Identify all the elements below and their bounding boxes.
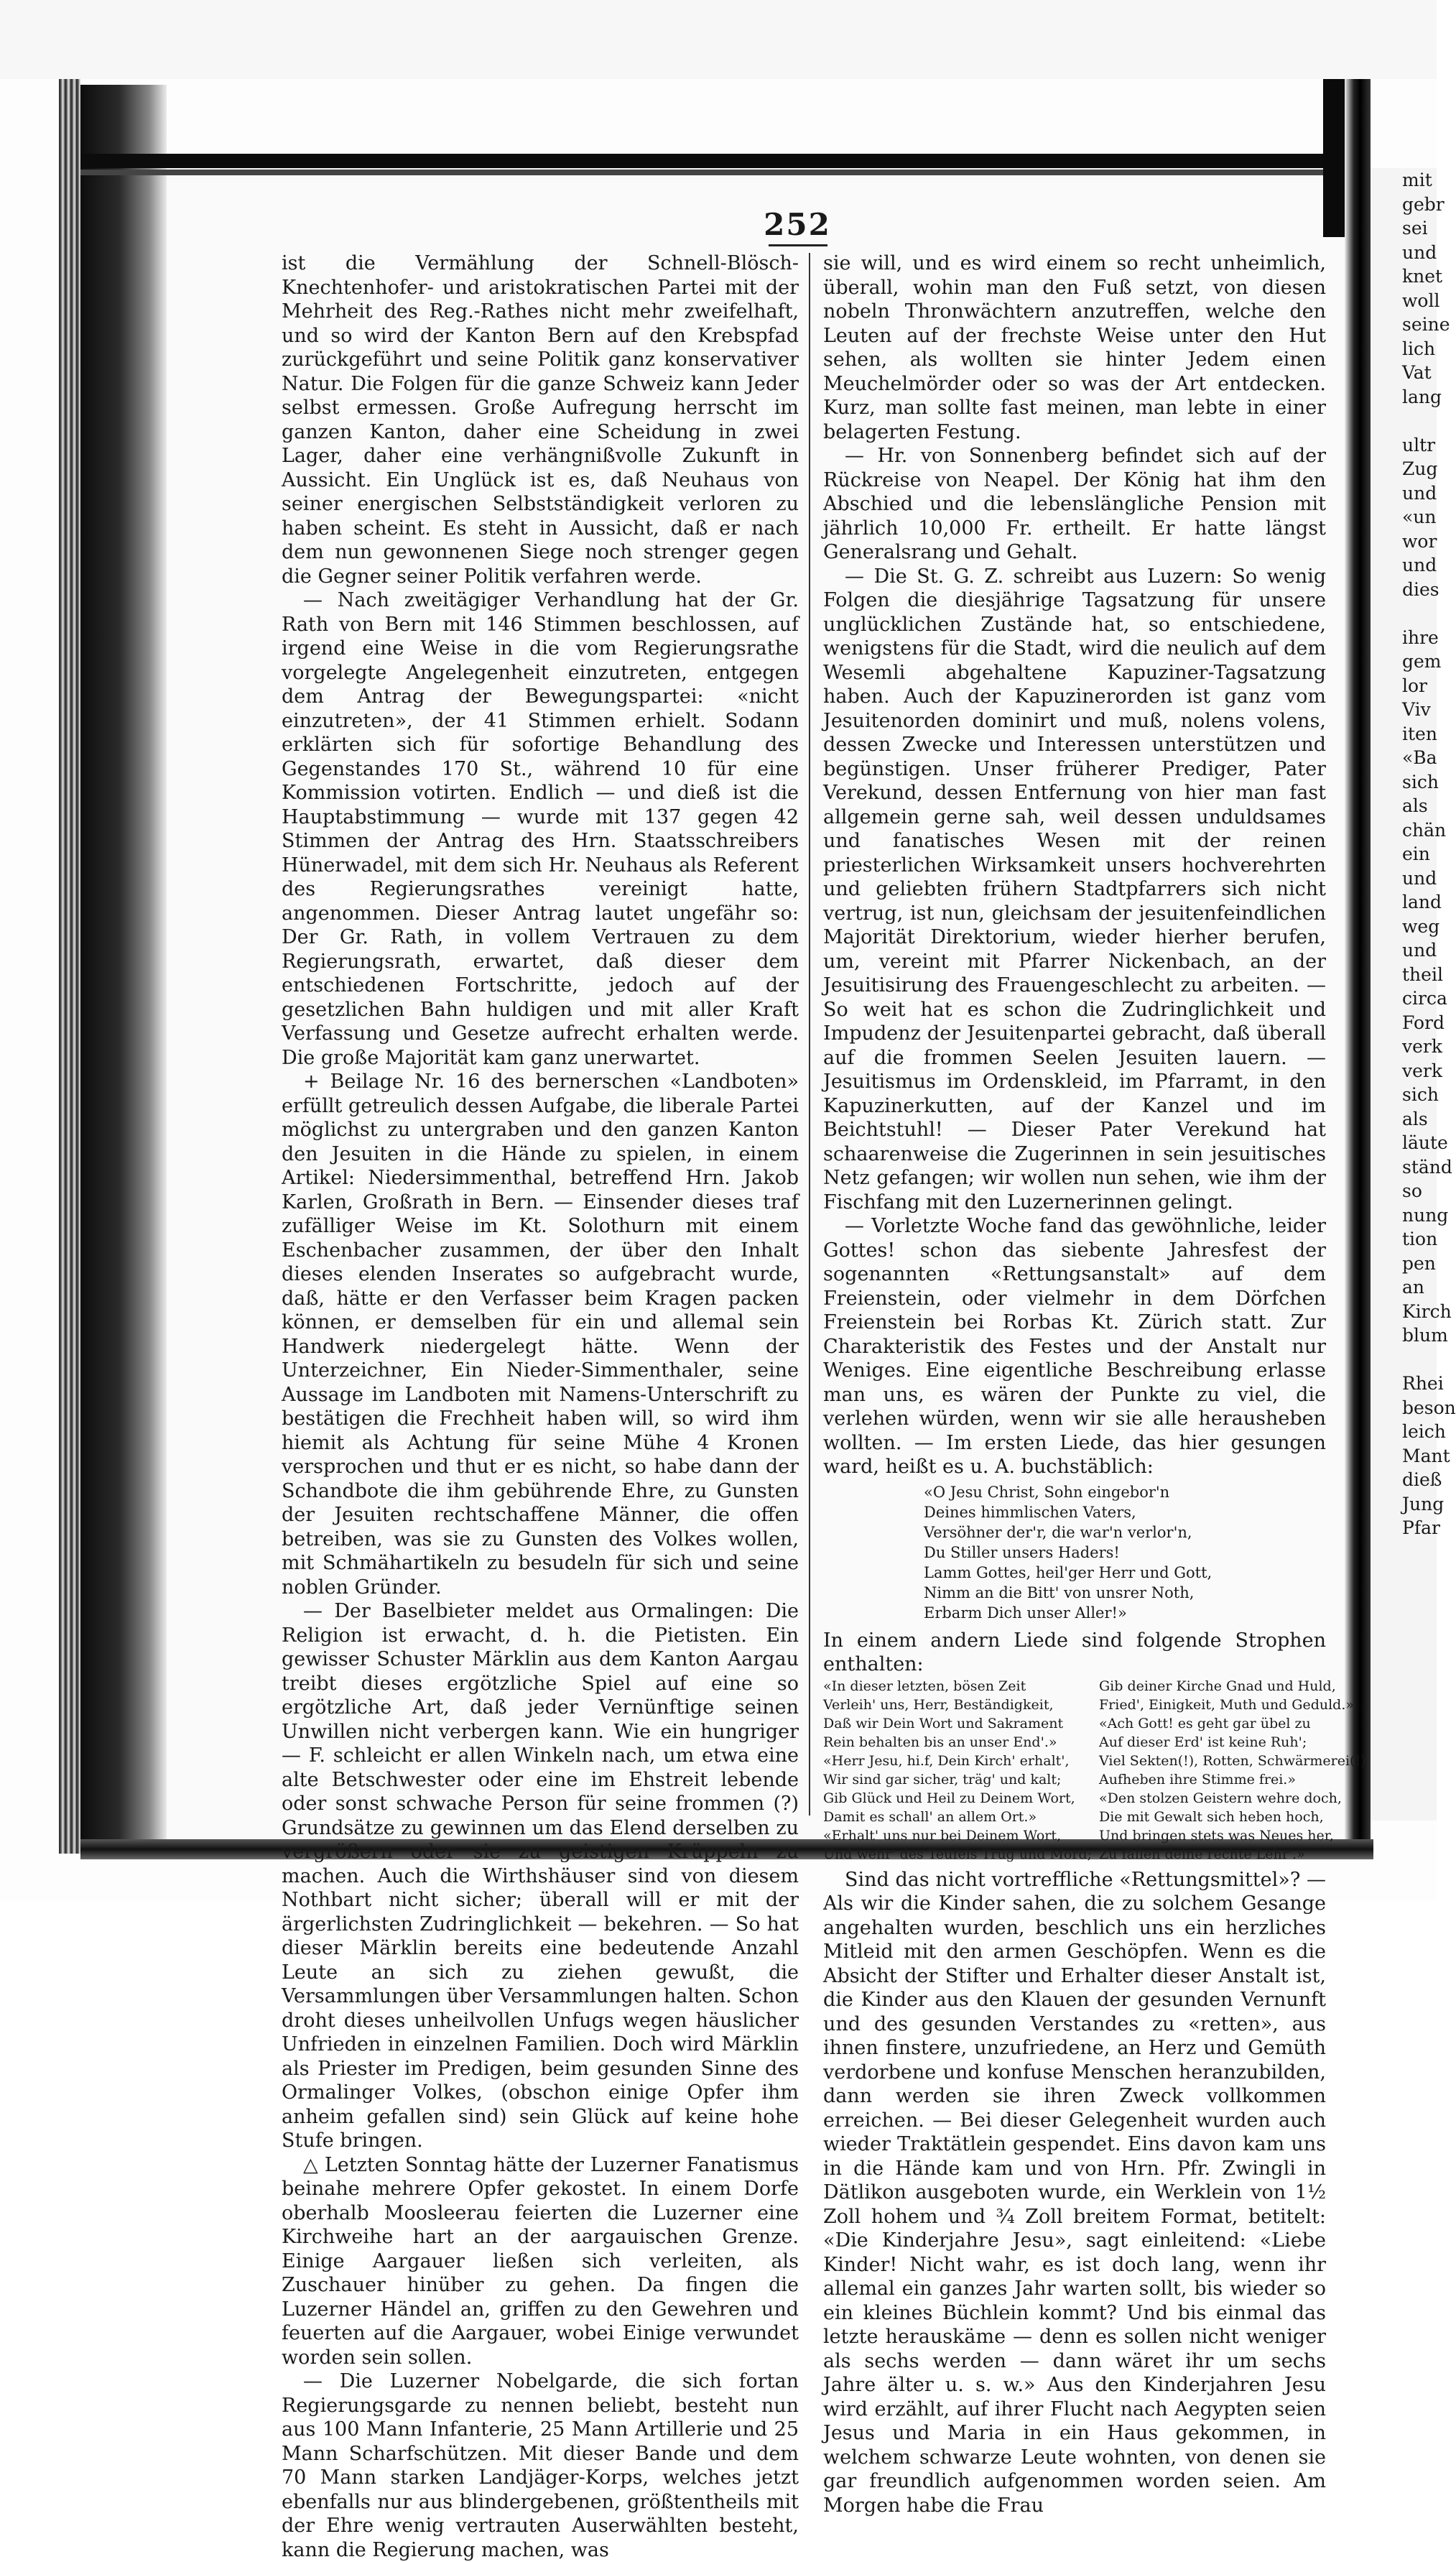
next-page-line (1371, 601, 1437, 626)
next-page-line: und (1402, 940, 1437, 961)
next-page-line: seine (1402, 314, 1450, 335)
next-page-line (1371, 409, 1437, 433)
next-page-line: Viv (1402, 699, 1431, 720)
article-paragraph: Sind das nicht vortreffliche «Rettungsmittel»? — Als wir die Kinder sahen, die zu solchem Gesange angehalten wurden, beschlich uns ein herzliches Mitleid mit den armen Geschöpfen. Wenn es die Absicht der Stifter und Erhalter dieser Anstalt ist, die Kinder aus den Klauen der gesunden Vernunft und des gesunden Verstandes zu «retten», aus ihnen finstere, unzufriedene, an Herz und Gemüth verdorbene und konfuse Menschen heranzubilden, dann werden sie ihren Zweck vollkommen erreichen. — Bei dieser Gelegenheit wurden auch wieder Traktätlein gespendet. Eins davon kam uns in die Hände kam und von Hrn. Pfr. Zwingli in Dätlikon ausgeboten wurde, ein Werklein von 1½ Zoll hohem und ¾ Zoll breitem Format, betitelt: «Die Kinderjahre Jesu», sagt einleitend: «Liebe Kinder! Nicht wahr, es ist doch lang, wenn ihr allemal ein ganzes Jahr warten sollt, bis wieder so ein kleines Büchlein kommt? Und bis einmal das letzte herauskäme — denn es sollen nicht weniger als sechs werden — dann wäret ihr um sechs Jahre älter u. s. w.» Aus den Kinderjahren Jesu wird erzählt, auf ihrer Flucht nach Aegypten seien Jesus und Maria in ein Haus gekommen, in welchem schwarze Leute wohnten, von denen sie gar freundlich aufgenommen worden seien. Am Morgen habe die Frau (823, 1868, 1326, 2517)
strophes-block (823, 1677, 1366, 1864)
next-page-line: verk (1402, 1036, 1443, 1057)
strophe-line-left: Gib Glück und Heil zu Deinem Wort, (823, 1790, 1075, 1806)
article-paragraph: + Beilage Nr. 16 des bernerschen «Landboten» erfüllt getreulich dessen Aufgabe, die liberale Partei möglichst zu untergraben und den ganzen Kanton den Jesuiten in die Hände zu spielen, in einem Artikel: Niedersimmenthal, betreffend Hrn. Jakob Karlen, Großrath in Bern. — Einsender dieses traf zufälliger Weise im Kt. Solothurn mit einem Eschenbacher zusammen, der über den Inhalt dieses elenden Inserates so aufgebracht wurde, daß, hätte er den Verfasser beim Kragen packen können, er demselben für ein und allemal sein Handwerk niedergelegt hätte. Wenn der Unterzeichner, Ein Nieder-Simmenthaler, seine Aussage im Landboten mit Namens-Unterschrift zu bestätigen die Frechheit haben will, so wird ihm hiemit als Achtung für seine Mühe 4 Kronen versprochen und thut er es nicht, so habe dann der Schandbote die ihm gebührende Ehre, zu Gunsten der Jesuiten rechtschaffene Männer, die offen betreiben, was sie zu Gunsten des Volkes wollen, mit Schmähartikeln zu besudeln für sich und seine noblen Gründer. (282, 1070, 799, 1599)
next-page-line: ein (1402, 843, 1430, 864)
next-page-line: an (1402, 1277, 1425, 1298)
next-page-line: Ford (1402, 1012, 1445, 1033)
scan-top-margin (0, 0, 1437, 79)
article-paragraph: sie will, und es wird einem so recht unheimlich, überall, wohin man den Fuß setzt, von diesen nobeln Thronwächtern anzutreffen, welche den Leuten auf der frechste Weise unter den Hut sehen, als wollten sie hinter Jedem einen Meuchelmörder oder so was der Art entdecken. Kurz, man sollte fast meinen, man lebte in einer belagerten Festung. (823, 252, 1326, 443)
next-page-line: iten (1402, 723, 1437, 744)
strophes-intro: In einem andern Liede sind folgende Strophen enthalten: (823, 1629, 1326, 1675)
column-divider (809, 253, 810, 1816)
hymn-quote (924, 1482, 1326, 1623)
book-gutter (1345, 79, 1371, 1859)
article-paragraph: — Nach zweitägiger Verhandlung hat der Gr. Rath von Bern mit 146 Stimmen beschlossen, auf irgend eine Weise in die vom Regierungsrathe vorgelegte Angelegenheit einzutreten, entgegen dem Antrag der Bewegungspartei: «nicht einzutreten», der 41 Stimmen erhielt. Sodann erklärten sich für sofortige Behandlung des Gegenstandes 170 St., während 10 für eine Kommission votirten. Endlich — und dieß ist die Hauptabstimmung — wurde mit 137 gegen 42 Stimmen der Antrag des Hrn. Staatsschreibers Hünerwadel, mit dem sich Hr. Neuhaus als Referent des Regierungsrathes vereinigt hatte, angenommen. Dieser Antrag lautet ungefähr so: Der Gr. Rath, in vollem Vertrauen zu dem Regierungsrath, erwartet, daß dieser dem entschiedenen Fortschritte, jedoch auf der gesetzlichen Bahn huldigen und mit aller Kraft Verfassung und Gesetze aufrecht erhalten werde. Die große Majorität kam ganz unerwartet. (282, 589, 799, 1069)
next-page-line: und (1402, 867, 1437, 889)
next-page-line: und (1402, 241, 1437, 263)
next-page-line: Mant (1402, 1445, 1450, 1466)
next-page-line: lang (1402, 386, 1442, 407)
article-paragraph: — Hr. von Sonnenberg befindet sich auf der Rückreise von Neapel. Der König hat ihm den Abschied und die lebenslängliche Pension mit jährlich 10,000 Fr. ertheilt. Er hatte längst Generalsrang und Gehalt. (823, 445, 1326, 563)
next-page-line: «Ba (1402, 747, 1437, 768)
next-page-line: und (1402, 555, 1437, 575)
next-page-line: circa (1402, 988, 1447, 1009)
strophe-line-right: Viel Sekten(!), Rotten, Schwärmerei(!) (1098, 1752, 1366, 1769)
strophe-line-left: Wir sind gar sicher, träg' und kalt; (823, 1771, 1062, 1788)
next-page-line: leich (1402, 1421, 1446, 1442)
next-page-line: Jung (1402, 1493, 1445, 1514)
next-page-line: dieß (1402, 1469, 1442, 1490)
page-number-rule (769, 244, 827, 246)
right-column (823, 251, 1366, 2517)
strophe-line-right: Fried', Einigkeit, Muth und Geduld.» (1098, 1696, 1355, 1713)
next-page-line: beson (1402, 1397, 1456, 1418)
strophe-line-left: Und wehr' des Teufels Trug und Mord; (823, 1846, 1092, 1862)
next-page-line: dies (1402, 578, 1439, 600)
article-paragraph: ist die Vermählung der Schnell-Blösch-Knechtenhofer- und aristokratischen Partei mit der Mehrheit des Reg.-Rathes nicht mehr zweifelhaft, und so wird der Kanton Bern auf den Krebspfad zurückgeführt und seine Politik ganz konservativer Natur. Die Folgen für die ganze Schweiz kann Jeder selbst ermessen. Große Aufregung herrscht im ganzen Kanton, daher eine Scheidung in zwei Lager, daher eine verhängnißvolle Zukunft in Aussicht. Ein Unglück ist es, daß Neuhaus von seiner energischen Selbstständigkeit verloren zu haben scheint. Es steht in Aussicht, daß er nach dem nun gewonnenen Siege noch strenger gegen die Gegner seiner Politik verfahren werde. (282, 252, 799, 588)
next-page-line: verk (1402, 1060, 1443, 1081)
hymn-line: Deines himmlischen Vaters, (924, 1503, 1136, 1521)
strophe-line-left: Damit es schall' an allem Ort.» (823, 1808, 1037, 1825)
next-page-line: Pfar (1402, 1517, 1440, 1538)
article-paragraph: — Vorletzte Woche fand das gewöhnliche, leider Gottes! schon das siebente Jahresfest der sogenannten «Rettungsanstalt» auf dem Freienstein, oder vielmehr in dem Dörfchen Freienstein bei Rorbas Kt. Zürich statt. Zur Charakteristik des Festes und der Anstalt nur Weniges. Eine eigentliche Beschreibung erlasse man uns, es wären der Punkte zu viel, die verlehen würden, wenn wir sie alle herausheben wollten. — Im ersten Liede, das hier gesungen ward, heißt es u. A. buchstäblich: (823, 1215, 1326, 1478)
strophe-line-left: Verleih' uns, Herr, Beständigkeit, (823, 1696, 1054, 1713)
strophe-line-left: «Herr Jesu, hi.f, Dein Kirch' erhalt', (823, 1752, 1070, 1769)
strophe-line-right: Gib deiner Kirche Gnad und Huld, (1098, 1678, 1336, 1694)
article-paragraph: — Die Luzerner Nobelgarde, die sich fortan Regierungsgarde zu nennen beliebt, besteht nun aus 100 Mann Infanterie, 25 Mann Artillerie und 25 Mann Scharfschützen. Mit dieser Bande und dem 70 Mann starken Landjäger-Korps, welches jetzt ebenfalls nur aus blindergebenen, größtentheils mit der Ehre wenig vertrauten Auserwählten besteht, kann die Regierung machen, was (282, 2370, 799, 2561)
next-page-line: nung (1402, 1204, 1449, 1226)
next-page-line: Kirch (1402, 1300, 1452, 1322)
hymn-line: Du Stiller unsers Haders! (924, 1543, 1120, 1561)
next-page-line: sich (1402, 771, 1439, 792)
next-page-line: läute (1402, 1132, 1448, 1153)
next-page-line: weg (1402, 915, 1440, 937)
strophe-line-right: Zu fällen deine rechte Lehr'.» (1098, 1846, 1305, 1862)
strophe-line-right: Und bringen stets was Neues her, (1098, 1827, 1334, 1844)
strophe-line-right: Auf dieser Erd' ist keine Ruh'; (1098, 1734, 1307, 1750)
article-paragraph: — Die St. G. Z. schreibt aus Luzern: So wenig Folgen die diesjährige Tagsatzung für unsere unglücklichen Zustände hat, so entschiedene, wenigstens für die Stadt, wird die neulich auf dem Wesemli abgehaltene Kapuziner-Tagsatzung haben. Auch der Kapuzinerorden ist ganz vom Jesuitenorden dominirt und muß, nolens volens, dessen Zwecke und Interessen unterstützen und begünstigen. Unser früherer Prediger, Pater Verekund, dessen Entfernung von hier man fast allgemein gerne sah, weil dessen unduldsames und fanatisches Wesen mit der reinen priesterlichen Wirksamkeit unsers hochverehrten und geliebten frühern Stadtpfarrers sich nicht vertrug, ist nun, gleichsam der jesuitenfeindlichen Majorität Direktorium, wieder hierher berufen, um, vereint mit Pfarrer Nickenbach, an der Jesuitisirung des Frauengeschlecht zu arbeiten. — So weit hat es schon die Zudringlichkeit und Impudenz der Jesuitenpartei gebracht, daß überall auf die frommen Seelen Jesuiten lauern. — Jesuitismus im Ordenskleid, im Pfarramt, in den Kapuzinerkutten, auf der Kanzel und im Beichtstuhl! — Dieser Pater Verekund hat schaarenweise die Zugerinnen in sein jesuitisches Netz gefangen; wir wollen nun sehen, wie ihm der Fischfang mit den Luzernerinnen gelingt. (823, 565, 1326, 1213)
strophe-line-right: «Ach Gott! es geht gar übel zu (1098, 1715, 1311, 1731)
next-page-fragment (1371, 168, 1456, 1821)
next-page-line: und (1402, 482, 1437, 504)
next-page-line: blum (1402, 1325, 1448, 1346)
page-number: 252 (764, 207, 831, 242)
next-page-line: als (1402, 795, 1428, 816)
left-column (282, 251, 799, 2561)
hymn-line: Erbarm Dich unser Aller!» (924, 1604, 1127, 1622)
next-page-line: «un (1402, 507, 1437, 527)
next-page-line: sei (1402, 218, 1428, 239)
next-page-line: ihre (1402, 626, 1439, 648)
next-page-line: tion (1402, 1229, 1438, 1249)
next-page-line: sich (1402, 1084, 1439, 1105)
next-page-line: gem (1402, 651, 1442, 672)
next-page-line: wor (1402, 530, 1437, 552)
strophe-line-right: Die mit Gewalt sich heben hoch, (1098, 1808, 1324, 1825)
next-page-line: pen (1402, 1252, 1436, 1274)
article-paragraph: △ Letzten Sonntag hätte der Luzerner Fanatismus beinahe mehrere Opfer gekostet. In einem Dorfe oberhalb Moosleerau feierten die Luzerner eine Kirchweihe hart an der aargauischen Grenze. Einige Aargauer ließen sich verleiten, als Zuschauer hinüber zu gehen. Da fingen die Luzerner Händel an, griffen zu den Gewehren und feuerten auf die Aargauer, wobei Einige verwundet worden sein sollen. (282, 2153, 799, 2369)
next-page-line: mit (1402, 170, 1432, 190)
next-page-line: lich (1402, 338, 1436, 359)
next-page-line: Zug (1402, 458, 1438, 479)
next-page-line: ständ (1402, 1156, 1452, 1178)
hymn-line: «O Jesu Christ, Sohn eingebor'n (924, 1483, 1170, 1501)
hymn-line: Versöhner der'r, die war'n verlor'n, (924, 1523, 1192, 1541)
next-page-line: ultr (1402, 434, 1436, 455)
next-page-line: land (1402, 892, 1442, 912)
next-page-line: theil (1402, 963, 1443, 985)
hymn-line: Nimm an die Bitt' von unsrer Noth, (924, 1583, 1195, 1601)
strophe-line-left: Rein behalten bis an unser End'.» (823, 1734, 1057, 1750)
strophe-line-right: «Den stolzen Geistern wehre doch, (1098, 1790, 1342, 1806)
next-page-line: Rhei (1402, 1373, 1444, 1394)
next-page-line (1371, 1348, 1437, 1372)
next-page-line: als (1402, 1108, 1428, 1129)
strophe-line-right: Aufheben ihre Stimme frei.» (1098, 1771, 1296, 1788)
article-paragraph: — Der Baselbieter meldet aus Ormalingen: Die Religion ist erwacht, d. h. die Pietisten. Ein gewisser Schuster Märklin aus dem Kanton Aargau treibt dieses ergötzliche Spiel auf eine so ergötzliche Art, daß jeder Vernünftige seinen Unwillen nicht verbergen kann. Wie ein hungriger — F. schleicht er allen Winkeln nach, um etwa eine alte Betschwester oder eine im Ehstreit lebende oder sonst schwache Person für seine frommen (?) Grundsätze zu gewinnen um das Elend derselben zu vergrößern oder sie zu geistigen Krüppeln zu machen. Auch die Wirthshäuser sind von diesem Nothbart nicht sicher; überall will er mit der ärgerlichsten Zudringlichkeit — bekehren. — So hat dieser Märklin bereits eine bedeutende Anzahl Leute an sich zu ziehen gewußt, die Versammlungen über Versammlungen halten. Schon droht dieses unheilvollen Unfugs wegen häuslicher Unfrieden in einzelnen Familien. Doch wird Märklin als Priester im Predigen, beim gesunden Sinne des Ormalinger Volkes, (obschon einige Opfer ihm anheim gefallen sind) sein Glück auf keine hohe Stufe bringen. (282, 1600, 799, 2152)
hymn-line: Lamm Gottes, heil'ger Herr und Gott, (924, 1563, 1212, 1581)
next-page-line: woll (1402, 290, 1440, 311)
next-page-line: knet (1402, 266, 1443, 287)
book-page-edges (59, 79, 80, 1854)
next-page-line: gebr (1402, 193, 1445, 215)
scan-top-border-inner (80, 170, 1366, 175)
next-page-line: chän (1402, 819, 1447, 841)
strophe-line-left: «Erhalt' uns nur bei Deinem Wort, (823, 1827, 1062, 1844)
scan-top-border (80, 154, 1366, 168)
strophe-line-left: Daß wir Dein Wort und Sakrament (823, 1715, 1064, 1731)
next-page-line: so (1402, 1180, 1422, 1201)
next-page-line: lor (1402, 675, 1427, 696)
next-page-line: Vat (1402, 362, 1432, 383)
strophe-line-left: «In dieser letzten, bösen Zeit (823, 1678, 1026, 1694)
binding-shadow (80, 85, 167, 1849)
